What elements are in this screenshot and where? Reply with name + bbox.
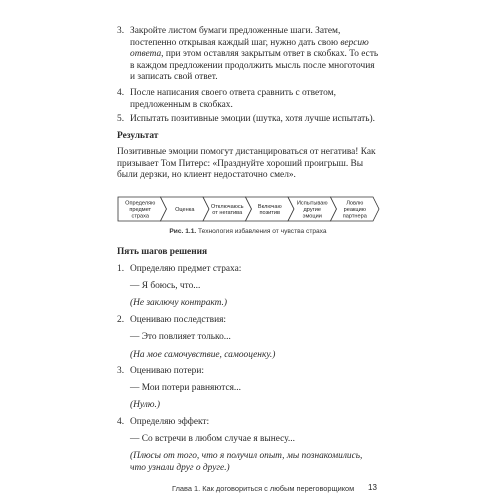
diagram-step-label: Испытываю другие эмоции bbox=[296, 200, 328, 220]
step-number: 3. bbox=[117, 26, 125, 36]
diagram-svg bbox=[117, 196, 380, 222]
five-steps-heading: Пять шагов решения bbox=[117, 247, 208, 257]
step-title: Определяю предмет страха: bbox=[130, 264, 242, 274]
step-text-part: , при этом оставляя закрытым ответ в скобках. То есть в каждом предложении продолжить мысль после многоточия и записать свой ответ. bbox=[130, 49, 379, 83]
step-title: Оцениваю последствия: bbox=[130, 315, 226, 325]
figure-caption bbox=[117, 228, 379, 235]
diagram-step-label: Отключаюсь от негатива bbox=[210, 203, 244, 217]
step-number: 4. bbox=[117, 88, 125, 98]
result-heading: Результат bbox=[117, 131, 159, 141]
step-number: 1. bbox=[117, 264, 125, 274]
step-number: 5. bbox=[117, 114, 125, 124]
step-answer: (Плюсы от того, что я получил опыт, мы познакомились, что узнали друг о друге.) bbox=[130, 451, 363, 473]
diagram-step-label: Оценка bbox=[175, 207, 195, 213]
step-number: 2. bbox=[117, 315, 125, 325]
step-answer: (На мое самочувствие, самооценку.) bbox=[130, 350, 276, 360]
fear-removal-diagram bbox=[117, 196, 380, 222]
diagram-step-label: Ловлю реакцию партнера bbox=[342, 200, 367, 220]
step-text: После написания своего ответа сравнить с ответом, предложенным в скобках. bbox=[130, 88, 336, 110]
step-prompt: — Это повлияет только... bbox=[130, 332, 231, 342]
diagram-step-label: Включаю позитив bbox=[257, 203, 282, 217]
step-text bbox=[117, 26, 379, 84]
step-text-italic: версию ответа bbox=[130, 37, 369, 60]
instruction-step-3 bbox=[117, 26, 379, 84]
step-prompt: — Я боюсь, что... bbox=[130, 281, 201, 291]
step-title: Оцениваю потери: bbox=[130, 366, 204, 376]
step-answer: (Нулю.) bbox=[130, 400, 160, 410]
instruction-step-4 bbox=[117, 88, 379, 111]
step-title: Определяю эффект: bbox=[130, 417, 210, 427]
instruction-step-5 bbox=[117, 114, 379, 126]
running-title: Глава 1. Как договориться с любым переговорщиком bbox=[172, 484, 355, 493]
solution-step-4 bbox=[117, 417, 379, 429]
solution-step-2 bbox=[117, 315, 379, 327]
page-number: 13 bbox=[368, 483, 377, 492]
diagram-step-label: Определяю предмет страха bbox=[125, 200, 156, 220]
step-number: 3. bbox=[117, 366, 125, 376]
step-prompt: — Мои потери равняются... bbox=[130, 383, 241, 393]
step-text: Испытать позитивные эмоции (шутка, хотя лучше испытать). bbox=[130, 114, 376, 124]
solution-step-3 bbox=[117, 366, 379, 378]
result-paragraph: Позитивные эмоции помогут дистанцироваться от негатива! Как призывает Том Питерс: «Празднуйте хороший проигрыш. Вы были дерзки, но клиент недостаточно смел». bbox=[117, 147, 376, 181]
step-text-part: Закройте листом бумаги предложенные шаги. Затем, постепенно открывая каждый шаг, нужно дать свою bbox=[130, 26, 341, 48]
caption-text: Технология избавления от чувства страха bbox=[196, 228, 327, 235]
solution-step-1 bbox=[117, 264, 379, 276]
step-answer: (Не заключу контракт.) bbox=[130, 298, 227, 308]
step-number: 4. bbox=[117, 417, 125, 427]
step-prompt: — Со встречи в любом случае я вынесу... bbox=[130, 434, 295, 444]
caption-label: Рис. 1.1. bbox=[169, 228, 197, 235]
